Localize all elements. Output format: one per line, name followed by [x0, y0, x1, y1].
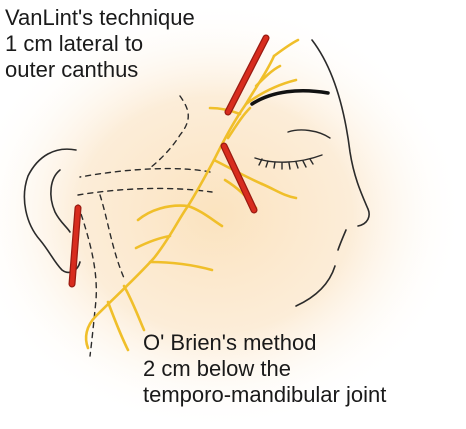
- obrien-method-label: [143, 330, 386, 408]
- obrien-line-1: O' Brien's method: [143, 330, 317, 355]
- obrien-line-2: 2 cm below the: [143, 356, 291, 381]
- vanlint-line-3: outer canthus: [5, 57, 139, 82]
- obrien-line-3: temporo-mandibular joint: [143, 382, 387, 407]
- vanlint-line-1: VanLint's technique: [5, 5, 195, 30]
- vanlint-line-2: 1 cm lateral to: [5, 31, 144, 56]
- vanlint-technique-label: [5, 5, 195, 83]
